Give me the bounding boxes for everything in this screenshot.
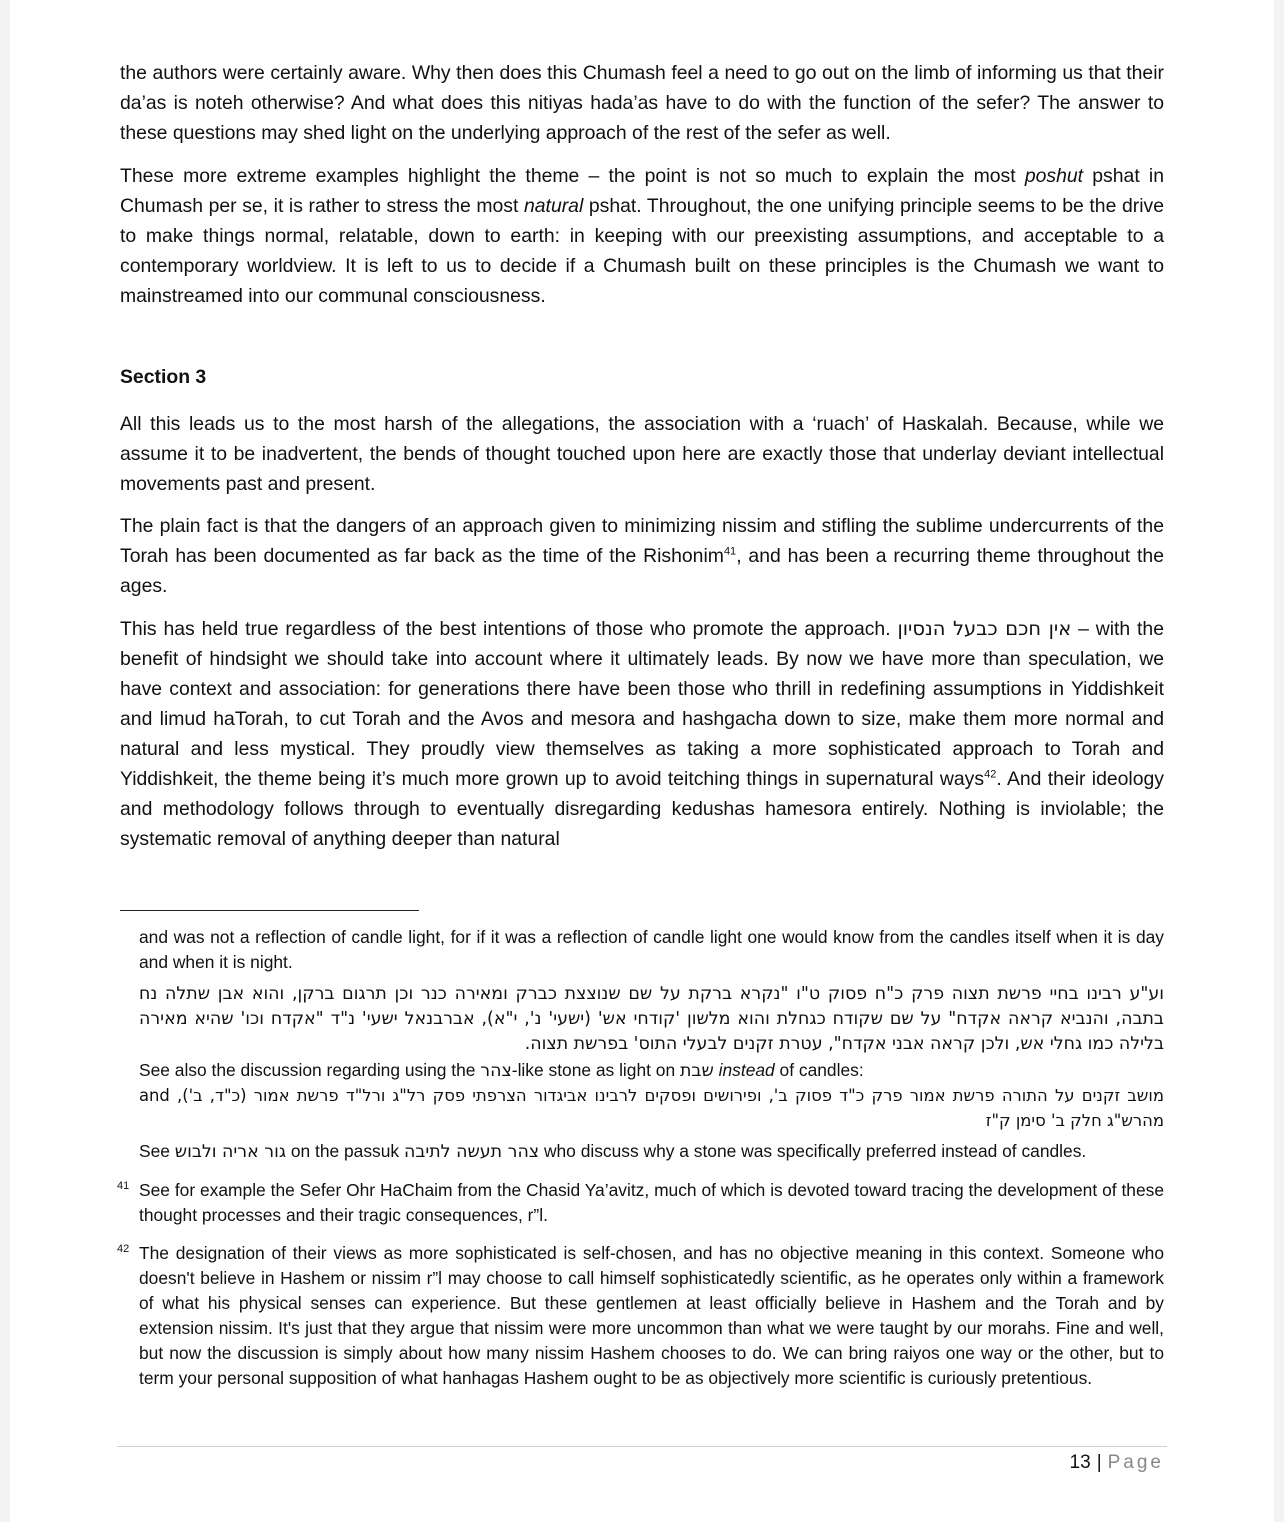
text-run: -like stone as light on [511, 1060, 680, 1080]
hebrew-phrase: שבת [679, 1061, 714, 1081]
footnote-42 [117, 1241, 1164, 1391]
page-footer [1070, 1452, 1164, 1474]
hebrew-phrase: גור אריה ולבוש [174, 1142, 286, 1162]
footnote-text [139, 1139, 1164, 1165]
footnote-text: וע"ע רבינו בחיי פרשת תצוה פרק כ"ח פסוק ט"ו "נקרא ברקת על שם שנוצצת כברק ומאירה כנר וכן תרגום ברקן, והוא אבן שתלה נח בתבה, והנביא קראה אקדח" על שם שקודח כגחלת והוא מלשון 'קודחי אש' (ישעי' נ', י"א), אברבנאל ישעי' נ"ד "אקדח וכו' שהיא מאירה בלילה כמו גחלי אש, ולכן קראה אבני אקדח", עטרת זקנים לבעלי התוס' בפרשת תצוה. [139, 984, 1164, 1054]
paragraph-text [120, 161, 1164, 311]
footnote-separator [120, 910, 419, 911]
text-run: See [139, 1141, 175, 1161]
text-run: of candles: [774, 1060, 864, 1080]
paragraph [120, 161, 1164, 311]
paragraph-text [120, 614, 1164, 854]
footnote-text: The designation of their views as more sophisticated is self-chosen, and has no objective meaning in this context. Someone who doesn't believe in Hashem or nissim r”l may choose to call himself sophisticatedly scientific, as he operates only within a framework of what his physical senses can experience. But these gentlemen at least officially believe in Hashem and the Torah and by extension nissim. It's just that they argue that nissim were more uncommon than what we were taught by our morahs. Fine and well, but now the discussion is simply about how many nissim Hashem chooses to do. We can bring raiyos one way or the other, but to term your personal supposition of what hanhagas Hashem ought to be as objectively more scientific is curiously pretentious. [139, 1243, 1164, 1388]
footnote-number: 41 [117, 1180, 130, 1192]
section-heading: Section 3 [120, 366, 207, 388]
footnote-text: מושב זקנים על התורה פרשת אמור פרק כ"ד פסוק ב', ופירושים ופסקים לרבינו אביגדור הצרפתי פסק רל"ג ורל"ד פרשת אמור (כ"ד, ב'), and מהרש"ג חלק ב' סימן ק"ז [139, 1086, 1164, 1130]
text-run: pshat in Chumash per se, it is rather to stress the most [120, 165, 1164, 217]
paragraph-text: the authors were certainly aware. Why then does this Chumash feel a need to go out on the limb of informing us that their da’as is noteh otherwise? And what does this nitiyas hada’as have to do with the function of the sefer? The answer to these questions may shed light on the underlying approach of the rest of the sefer as well. [120, 62, 1164, 144]
text-run: – with the benefit of hindsight we should take into account where it ultimately leads. By now we have more than speculation, we have context and association: for generations there have been those who thrill in redefining assumptions in Yiddishkeit and limud haTorah, to cut Torah and the Avos and mesora and hashgacha down to size, make them more normal and natural and less mystical. They proudly view themselves as taking a more sophisticated approach to Torah and Yiddishkeit, the theme being it’s much more grown up to avoid teitching things in supernatural ways [120, 618, 1164, 790]
footnote-hebrew-block [139, 982, 1164, 1057]
footnote-see [139, 1139, 1164, 1165]
paragraph [120, 58, 1164, 148]
paragraph-text: All this leads us to the most harsh of the allegations, the association with a ‘ruach’ of Haskalah. Because, while we assume it to be inadvertent, the bends of thought touched upon here are exactly those that underlay deviant intellectual movements past and present. [120, 413, 1164, 495]
footer-separator: | [1096, 1452, 1102, 1473]
footnote-hebrew-refs [139, 1083, 1164, 1133]
paragraph [120, 409, 1164, 499]
text-run: , and has been a recurring theme throughout the ages. [120, 545, 1165, 597]
footnote-41 [117, 1178, 1164, 1228]
paragraph-text [120, 511, 1164, 601]
emphasis-text: instead [718, 1060, 775, 1080]
document-page [10, 0, 1274, 1522]
text-run: This has held true regardless of the best intentions of those who promote the approach. [120, 618, 898, 640]
hebrew-phrase: אין חכם כבעל הנסיון [897, 617, 1072, 640]
footnote-ref-41[interactable]: 41 [723, 545, 737, 558]
paragraph [120, 511, 1164, 601]
hebrew-phrase: צהר [480, 1061, 512, 1081]
text-run: See also the discussion regarding using the [139, 1060, 481, 1080]
page-number: 13 [1069, 1452, 1091, 1473]
footnote-text: See for example the Sefer Ohr HaChaim from the Chasid Ya’avitz, much of which is devoted toward tracing the development of these thought processes and their tragic consequences, r”l. [139, 1180, 1164, 1225]
page-label: Page [1107, 1452, 1164, 1473]
footnote-text: and was not a reflection of candle light, for if it was a reflection of candle light one would know from the candles itself when it is day and when it is night. [139, 927, 1164, 972]
hebrew-phrase: צהר תעשה לתיבה [403, 1142, 540, 1162]
footnote-continuation [139, 925, 1164, 975]
footer-rule [117, 1446, 1167, 1447]
emphasis-text: poshut [1024, 165, 1084, 187]
footnote-text [139, 1058, 1164, 1084]
paragraph [120, 614, 1164, 854]
emphasis-text: natural [523, 195, 584, 217]
footnote-ref-42[interactable]: 42 [984, 768, 997, 781]
text-run: The plain fact is that the dangers of an approach given to minimizing nissim and stifling the sublime undercurrents of the Torah has been documented as far back as the time of the Rishonim [120, 515, 1164, 567]
text-run: These more extreme examples highlight the theme – the point is not so much to explain the most [120, 165, 1025, 187]
footnote-number: 42 [117, 1243, 130, 1255]
text-run: pshat. Throughout, the one unifying principle seems to be the drive to make things normal, relatable, down to earth: in keeping with our preexisting assumptions, and acceptable to a contemporary worldview. It is left to us to decide if a Chumash built on these principles is the Chumash we want to mainstreamed into our communal consciousness. [120, 195, 1164, 307]
text-run: who discuss why a stone was specifically preferred instead of candles. [539, 1141, 1087, 1161]
text-run: . And their ideology and methodology follows through to eventually disregarding kedushas hamesora entirely. Nothing is inviolable; the systematic removal of anything deeper than natural [120, 768, 1164, 850]
text-run: on the passuk [286, 1141, 404, 1161]
footnote-see-also [139, 1058, 1164, 1084]
